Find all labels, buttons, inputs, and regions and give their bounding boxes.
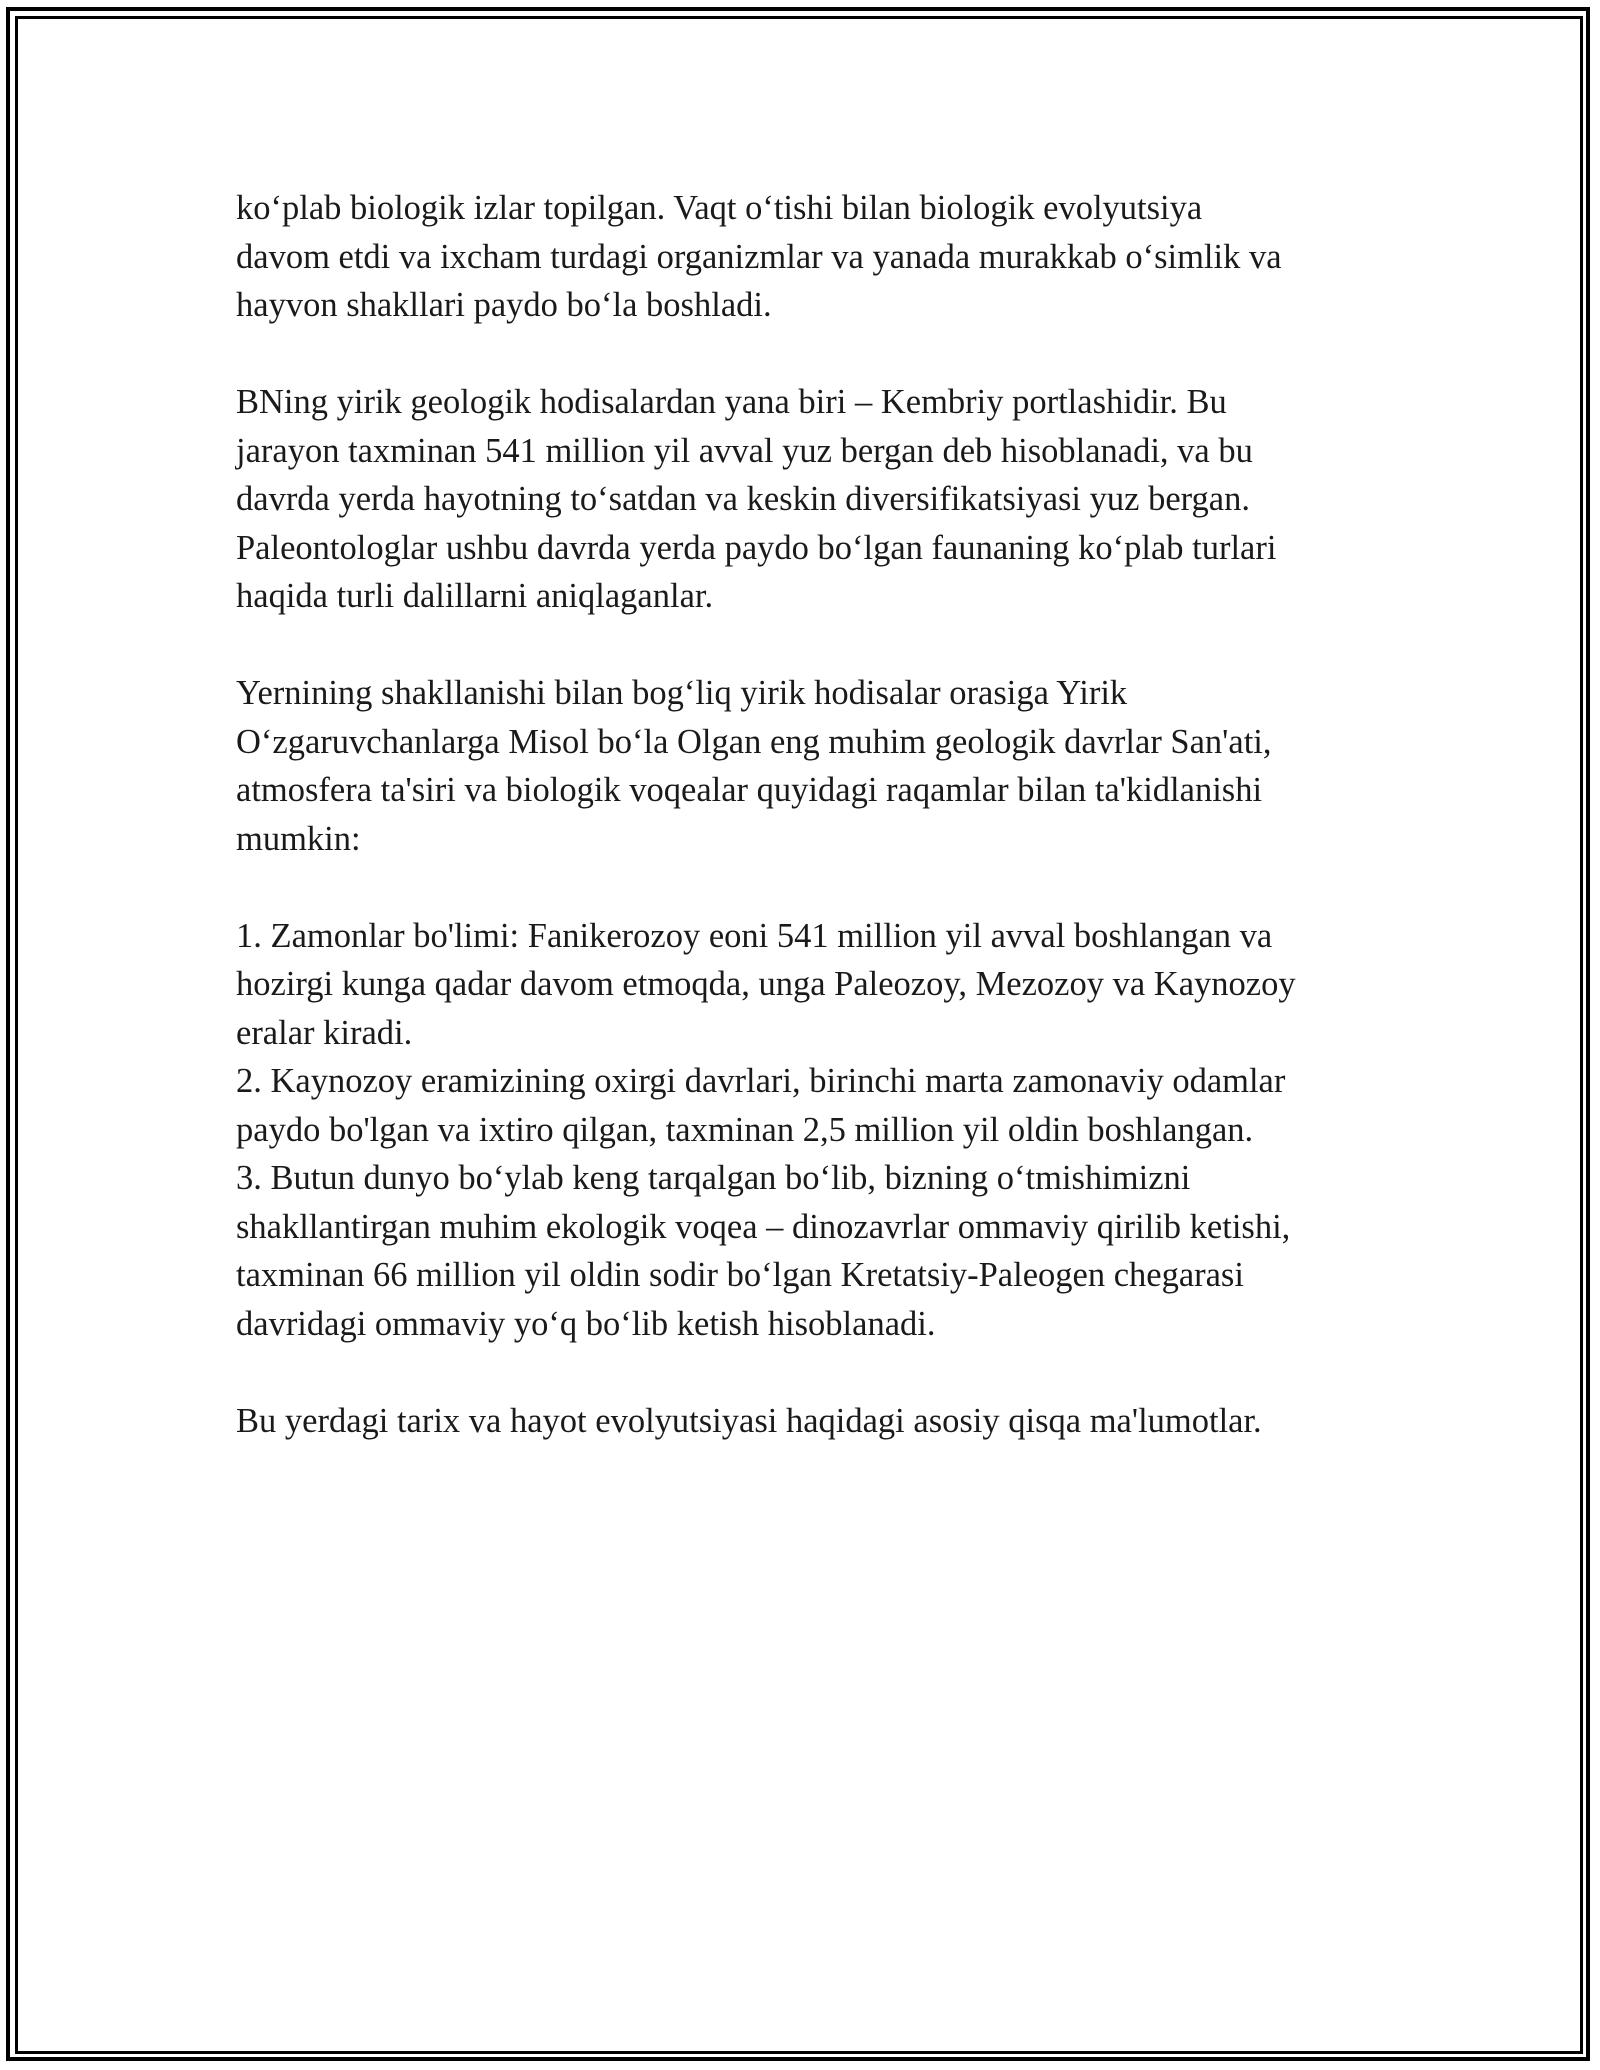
- text-line: davrda yerda hayotning to‘satdan va keskin diversifikatsiyasi yuz bergan.: [236, 480, 1250, 518]
- text-line: 3. Butun dunyo bo‘ylab keng tarqalgan bo‘lib, bizning o‘tmishimizni: [236, 1159, 1191, 1197]
- text-line: jarayon taxminan 541 million yil avval yuz bergan deb hisoblanadi, va bu: [236, 431, 1253, 470]
- text-line: Paleontologlar ushbu davrda yerda paydo bo‘lgan faunaning ko‘plab turlari: [236, 528, 1277, 567]
- text-line: davom etdi va ixcham turdagi organizmlar va yanada murakkab o‘simlik va: [236, 237, 1282, 276]
- text-line: mumkin:: [236, 819, 361, 858]
- text-line: taxminan 66 million yil oldin sodir bo‘lgan Kretatsiy-Paleogen chegarasi: [236, 1256, 1244, 1294]
- numbered-list: [236, 912, 1386, 1349]
- text-line: eralar kiradi.: [236, 1013, 413, 1052]
- text-line: paydo bo'lgan va ixtiro qilgan, taxminan 2,5 million yil oldin boshlangan.: [236, 1110, 1254, 1149]
- document-body: [236, 184, 1386, 1494]
- text-line: BNing yirik geologik hodisalardan yana biri – Kembriy portlashidir. Bu: [236, 383, 1227, 421]
- text-line: Bu yerdagi tarix va hayot evolyutsiyasi haqidagi asosiy qisqa ma'lumotlar.: [236, 1401, 1262, 1440]
- text-line: Yernining shakllanishi bilan bog‘liq yirik hodisalar orasiga Yirik: [236, 674, 1128, 712]
- text-line: haqida turli dalillarni aniqlaganlar.: [236, 577, 714, 615]
- paragraph-3: [236, 669, 1386, 863]
- text-line: davridagi ommaviy yo‘q bo‘lib ketish hisoblanadi.: [236, 1304, 936, 1343]
- paragraph-1: [236, 184, 1386, 330]
- text-line: hayvon shakllari paydo bo‘la boshladi.: [236, 286, 772, 324]
- list-item: [236, 1154, 1386, 1348]
- list-item: [236, 912, 1386, 1058]
- list-item: [236, 1057, 1386, 1154]
- text-line: 2. Kaynozoy eramizining oxirgi davrlari, birinchi marta zamonaviy odamlar: [236, 1062, 1286, 1100]
- text-line: hozirgi kunga qadar davom etmoqda, unga Paleozoy, Mezozoy va Kaynozoy: [236, 965, 1296, 1003]
- text-line: ko‘plab biologik izlar topilgan. Vaqt o‘tishi bilan biologik evolyutsiya: [236, 189, 1203, 227]
- text-line: 1. Zamonlar bo'limi: Fanikerozoy eoni 541 million yil avval boshlangan va: [236, 916, 1273, 955]
- paragraph-2: [236, 378, 1386, 621]
- text-line: O‘zgaruvchanlarga Misol bo‘la Olgan eng muhim geologik davrlar San'ati,: [236, 722, 1272, 761]
- closing-paragraph: [236, 1397, 1386, 1446]
- text-line: shakllantirgan muhim ekologik voqea – dinozavrlar ommaviy qirilib ketishi,: [236, 1207, 1291, 1246]
- text-line: atmosfera ta'siri va biologik voqealar quyidagi raqamlar bilan ta'kidlanishi: [236, 771, 1263, 809]
